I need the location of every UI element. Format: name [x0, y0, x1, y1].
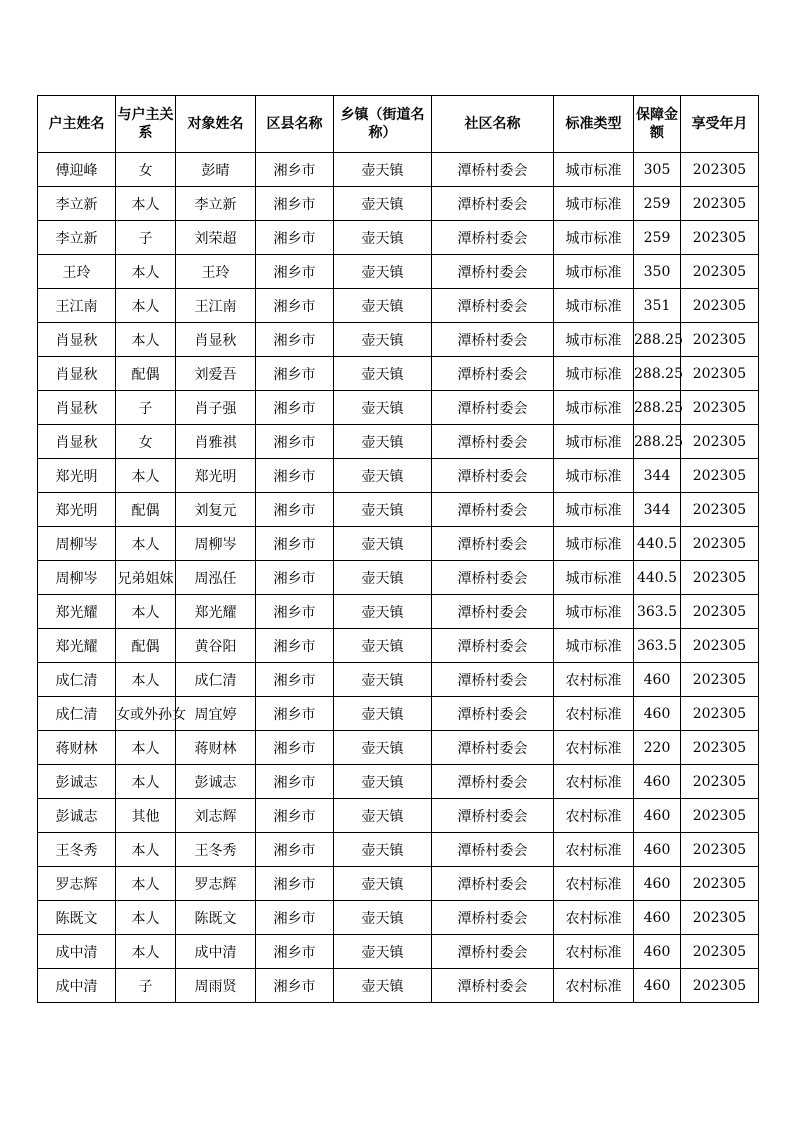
cell-county: 湘乡市 — [256, 425, 334, 459]
cell-standard: 城市标准 — [554, 187, 634, 221]
cell-town: 壶天镇 — [334, 289, 432, 323]
table-row — [38, 221, 759, 255]
cell-householder: 蒋财林 — [38, 731, 116, 765]
table-row — [38, 799, 759, 833]
cell-recipient: 肖显秋 — [176, 323, 256, 357]
col-header-householder: 户主姓名 — [38, 96, 116, 153]
cell-county: 湘乡市 — [256, 323, 334, 357]
cell-community: 潭桥村委会 — [432, 493, 554, 527]
cell-amount: 344 — [634, 493, 681, 527]
cell-relation: 子 — [116, 969, 176, 1003]
cell-standard: 城市标准 — [554, 221, 634, 255]
cell-standard: 城市标准 — [554, 323, 634, 357]
cell-amount: 288.25 — [634, 425, 681, 459]
cell-town: 壶天镇 — [334, 255, 432, 289]
col-header-town: 乡镇（街道名称） — [334, 96, 432, 153]
cell-county: 湘乡市 — [256, 765, 334, 799]
cell-recipient: 周泓任 — [176, 561, 256, 595]
cell-community: 潭桥村委会 — [432, 765, 554, 799]
cell-community: 潭桥村委会 — [432, 663, 554, 697]
cell-relation: 子 — [116, 391, 176, 425]
cell-amount: 460 — [634, 833, 681, 867]
cell-standard: 城市标准 — [554, 425, 634, 459]
cell-month: 202305 — [681, 153, 759, 187]
cell-recipient: 蒋财林 — [176, 731, 256, 765]
cell-householder: 王冬秀 — [38, 833, 116, 867]
cell-month: 202305 — [681, 289, 759, 323]
cell-month: 202305 — [681, 357, 759, 391]
cell-community: 潭桥村委会 — [432, 357, 554, 391]
cell-month: 202305 — [681, 765, 759, 799]
cell-town: 壶天镇 — [334, 153, 432, 187]
cell-amount: 460 — [634, 935, 681, 969]
cell-householder: 李立新 — [38, 187, 116, 221]
cell-relation: 配偶 — [116, 629, 176, 663]
table-row — [38, 153, 759, 187]
cell-town: 壶天镇 — [334, 323, 432, 357]
cell-recipient: 郑光耀 — [176, 595, 256, 629]
cell-county: 湘乡市 — [256, 969, 334, 1003]
cell-month: 202305 — [681, 595, 759, 629]
cell-householder: 彭诚志 — [38, 799, 116, 833]
cell-town: 壶天镇 — [334, 799, 432, 833]
cell-community: 潭桥村委会 — [432, 867, 554, 901]
cell-amount: 350 — [634, 255, 681, 289]
cell-recipient: 周雨贤 — [176, 969, 256, 1003]
cell-relation: 本人 — [116, 731, 176, 765]
cell-amount: 440.5 — [634, 561, 681, 595]
cell-county: 湘乡市 — [256, 153, 334, 187]
col-header-amount: 保障金额 — [634, 96, 681, 153]
cell-relation: 女 — [116, 425, 176, 459]
cell-standard: 城市标准 — [554, 391, 634, 425]
cell-town: 壶天镇 — [334, 663, 432, 697]
cell-community: 潭桥村委会 — [432, 255, 554, 289]
cell-recipient: 彭晴 — [176, 153, 256, 187]
cell-householder: 彭诚志 — [38, 765, 116, 799]
cell-standard: 城市标准 — [554, 459, 634, 493]
assistance-table — [37, 95, 759, 1003]
cell-community: 潭桥村委会 — [432, 935, 554, 969]
cell-community: 潭桥村委会 — [432, 459, 554, 493]
cell-recipient: 肖雅祺 — [176, 425, 256, 459]
cell-householder: 周柳岑 — [38, 561, 116, 595]
cell-householder: 傅迎峰 — [38, 153, 116, 187]
table-row — [38, 901, 759, 935]
cell-amount: 460 — [634, 697, 681, 731]
cell-community: 潭桥村委会 — [432, 697, 554, 731]
cell-householder: 肖显秋 — [38, 357, 116, 391]
cell-amount: 259 — [634, 187, 681, 221]
cell-relation: 本人 — [116, 663, 176, 697]
table-row — [38, 425, 759, 459]
cell-recipient: 彭诚志 — [176, 765, 256, 799]
table-row — [38, 867, 759, 901]
cell-town: 壶天镇 — [334, 459, 432, 493]
cell-householder: 肖显秋 — [38, 425, 116, 459]
cell-month: 202305 — [681, 527, 759, 561]
cell-standard: 农村标准 — [554, 697, 634, 731]
cell-community: 潭桥村委会 — [432, 901, 554, 935]
cell-standard: 农村标准 — [554, 833, 634, 867]
cell-recipient: 王冬秀 — [176, 833, 256, 867]
cell-standard: 农村标准 — [554, 969, 634, 1003]
col-header-recipient: 对象姓名 — [176, 96, 256, 153]
cell-householder: 肖显秋 — [38, 323, 116, 357]
cell-householder: 郑光耀 — [38, 595, 116, 629]
cell-standard: 城市标准 — [554, 493, 634, 527]
table-row — [38, 493, 759, 527]
cell-community: 潭桥村委会 — [432, 289, 554, 323]
cell-relation: 本人 — [116, 527, 176, 561]
cell-month: 202305 — [681, 221, 759, 255]
cell-community: 潭桥村委会 — [432, 187, 554, 221]
cell-householder: 李立新 — [38, 221, 116, 255]
cell-recipient: 王玲 — [176, 255, 256, 289]
cell-standard: 农村标准 — [554, 867, 634, 901]
cell-standard: 城市标准 — [554, 357, 634, 391]
cell-amount: 288.25 — [634, 323, 681, 357]
cell-householder: 周柳岑 — [38, 527, 116, 561]
cell-amount: 363.5 — [634, 629, 681, 663]
cell-community: 潭桥村委会 — [432, 153, 554, 187]
cell-recipient: 罗志辉 — [176, 867, 256, 901]
cell-county: 湘乡市 — [256, 663, 334, 697]
cell-relation: 其他 — [116, 799, 176, 833]
table-row — [38, 187, 759, 221]
cell-householder: 陈既文 — [38, 901, 116, 935]
cell-month: 202305 — [681, 391, 759, 425]
cell-community: 潭桥村委会 — [432, 799, 554, 833]
table-row — [38, 833, 759, 867]
cell-town: 壶天镇 — [334, 765, 432, 799]
table-row — [38, 289, 759, 323]
cell-amount: 460 — [634, 901, 681, 935]
cell-householder: 成仁清 — [38, 663, 116, 697]
cell-amount: 220 — [634, 731, 681, 765]
cell-recipient: 肖子强 — [176, 391, 256, 425]
cell-relation: 子 — [116, 221, 176, 255]
cell-county: 湘乡市 — [256, 527, 334, 561]
cell-county: 湘乡市 — [256, 935, 334, 969]
cell-standard: 农村标准 — [554, 799, 634, 833]
cell-month: 202305 — [681, 323, 759, 357]
col-header-relation: 与户主关系 — [116, 96, 176, 153]
table-body — [38, 153, 759, 1003]
cell-county: 湘乡市 — [256, 731, 334, 765]
cell-householder: 王江南 — [38, 289, 116, 323]
cell-month: 202305 — [681, 731, 759, 765]
cell-county: 湘乡市 — [256, 255, 334, 289]
table-row — [38, 459, 759, 493]
cell-relation: 本人 — [116, 187, 176, 221]
cell-relation: 配偶 — [116, 493, 176, 527]
cell-amount: 460 — [634, 867, 681, 901]
cell-householder: 郑光明 — [38, 493, 116, 527]
cell-standard: 城市标准 — [554, 527, 634, 561]
cell-recipient: 刘志辉 — [176, 799, 256, 833]
cell-relation: 本人 — [116, 459, 176, 493]
table-row — [38, 357, 759, 391]
cell-month: 202305 — [681, 697, 759, 731]
cell-recipient: 刘爱吾 — [176, 357, 256, 391]
cell-month: 202305 — [681, 629, 759, 663]
col-header-community: 社区名称 — [432, 96, 554, 153]
cell-amount: 440.5 — [634, 527, 681, 561]
cell-recipient: 郑光明 — [176, 459, 256, 493]
cell-county: 湘乡市 — [256, 289, 334, 323]
cell-amount: 351 — [634, 289, 681, 323]
cell-town: 壶天镇 — [334, 935, 432, 969]
cell-householder: 王玲 — [38, 255, 116, 289]
cell-relation: 本人 — [116, 255, 176, 289]
cell-amount: 460 — [634, 663, 681, 697]
cell-county: 湘乡市 — [256, 629, 334, 663]
cell-county: 湘乡市 — [256, 357, 334, 391]
cell-month: 202305 — [681, 901, 759, 935]
cell-month: 202305 — [681, 255, 759, 289]
cell-town: 壶天镇 — [334, 697, 432, 731]
table-row — [38, 935, 759, 969]
cell-month: 202305 — [681, 561, 759, 595]
cell-county: 湘乡市 — [256, 561, 334, 595]
cell-amount: 305 — [634, 153, 681, 187]
cell-standard: 城市标准 — [554, 595, 634, 629]
table-row — [38, 391, 759, 425]
cell-amount: 363.5 — [634, 595, 681, 629]
cell-county: 湘乡市 — [256, 459, 334, 493]
cell-amount: 460 — [634, 799, 681, 833]
cell-month: 202305 — [681, 187, 759, 221]
cell-standard: 城市标准 — [554, 289, 634, 323]
cell-recipient: 成仁清 — [176, 663, 256, 697]
cell-relation: 女 — [116, 153, 176, 187]
cell-amount: 460 — [634, 765, 681, 799]
cell-recipient: 黄谷阳 — [176, 629, 256, 663]
table-row — [38, 969, 759, 1003]
cell-town: 壶天镇 — [334, 561, 432, 595]
table-row — [38, 527, 759, 561]
cell-county: 湘乡市 — [256, 391, 334, 425]
cell-amount: 344 — [634, 459, 681, 493]
cell-county: 湘乡市 — [256, 901, 334, 935]
cell-community: 潭桥村委会 — [432, 731, 554, 765]
cell-relation: 本人 — [116, 867, 176, 901]
cell-recipient: 刘荣超 — [176, 221, 256, 255]
col-header-standard: 标准类型 — [554, 96, 634, 153]
cell-town: 壶天镇 — [334, 187, 432, 221]
cell-town: 壶天镇 — [334, 493, 432, 527]
cell-relation: 本人 — [116, 833, 176, 867]
cell-amount: 259 — [634, 221, 681, 255]
cell-amount: 460 — [634, 969, 681, 1003]
cell-relation: 本人 — [116, 595, 176, 629]
cell-householder: 郑光耀 — [38, 629, 116, 663]
cell-town: 壶天镇 — [334, 425, 432, 459]
cell-town: 壶天镇 — [334, 221, 432, 255]
cell-householder: 成仁清 — [38, 697, 116, 731]
cell-month: 202305 — [681, 799, 759, 833]
cell-community: 潭桥村委会 — [432, 595, 554, 629]
table-row — [38, 629, 759, 663]
cell-standard: 城市标准 — [554, 255, 634, 289]
cell-community: 潭桥村委会 — [432, 323, 554, 357]
cell-relation: 本人 — [116, 289, 176, 323]
cell-county: 湘乡市 — [256, 697, 334, 731]
cell-county: 湘乡市 — [256, 867, 334, 901]
cell-standard: 农村标准 — [554, 901, 634, 935]
cell-month: 202305 — [681, 867, 759, 901]
cell-month: 202305 — [681, 969, 759, 1003]
cell-community: 潭桥村委会 — [432, 833, 554, 867]
cell-county: 湘乡市 — [256, 187, 334, 221]
cell-relation: 本人 — [116, 323, 176, 357]
cell-month: 202305 — [681, 459, 759, 493]
cell-relation: 女或外孙女 — [116, 697, 176, 731]
cell-community: 潭桥村委会 — [432, 969, 554, 1003]
cell-householder: 成中清 — [38, 969, 116, 1003]
col-header-county: 区县名称 — [256, 96, 334, 153]
cell-recipient: 刘复元 — [176, 493, 256, 527]
cell-recipient: 陈既文 — [176, 901, 256, 935]
cell-standard: 城市标准 — [554, 561, 634, 595]
cell-recipient: 周柳岑 — [176, 527, 256, 561]
table-row — [38, 663, 759, 697]
cell-town: 壶天镇 — [334, 527, 432, 561]
cell-standard: 农村标准 — [554, 935, 634, 969]
table-row — [38, 595, 759, 629]
cell-relation: 配偶 — [116, 357, 176, 391]
cell-month: 202305 — [681, 493, 759, 527]
cell-town: 壶天镇 — [334, 833, 432, 867]
cell-community: 潭桥村委会 — [432, 561, 554, 595]
cell-month: 202305 — [681, 935, 759, 969]
cell-county: 湘乡市 — [256, 595, 334, 629]
cell-town: 壶天镇 — [334, 731, 432, 765]
cell-householder: 成中清 — [38, 935, 116, 969]
cell-relation: 本人 — [116, 935, 176, 969]
cell-recipient: 李立新 — [176, 187, 256, 221]
cell-standard: 农村标准 — [554, 731, 634, 765]
cell-town: 壶天镇 — [334, 629, 432, 663]
cell-town: 壶天镇 — [334, 867, 432, 901]
cell-amount: 288.25 — [634, 391, 681, 425]
cell-town: 壶天镇 — [334, 595, 432, 629]
cell-recipient: 王江南 — [176, 289, 256, 323]
cell-relation: 兄弟姐妹 — [116, 561, 176, 595]
cell-standard: 城市标准 — [554, 153, 634, 187]
cell-county: 湘乡市 — [256, 833, 334, 867]
table-row — [38, 561, 759, 595]
cell-recipient: 成中清 — [176, 935, 256, 969]
cell-community: 潭桥村委会 — [432, 425, 554, 459]
cell-town: 壶天镇 — [334, 357, 432, 391]
cell-community: 潭桥村委会 — [432, 629, 554, 663]
cell-county: 湘乡市 — [256, 221, 334, 255]
cell-month: 202305 — [681, 663, 759, 697]
cell-town: 壶天镇 — [334, 969, 432, 1003]
cell-standard: 城市标准 — [554, 629, 634, 663]
col-header-month: 享受年月 — [681, 96, 759, 153]
table-row — [38, 731, 759, 765]
table-row — [38, 255, 759, 289]
cell-householder: 罗志辉 — [38, 867, 116, 901]
header-row — [38, 96, 759, 153]
cell-community: 潭桥村委会 — [432, 527, 554, 561]
table-row — [38, 323, 759, 357]
cell-standard: 农村标准 — [554, 663, 634, 697]
cell-relation: 本人 — [116, 765, 176, 799]
cell-householder: 郑光明 — [38, 459, 116, 493]
cell-town: 壶天镇 — [334, 901, 432, 935]
cell-community: 潭桥村委会 — [432, 391, 554, 425]
cell-recipient: 周宜婷 — [176, 697, 256, 731]
cell-county: 湘乡市 — [256, 799, 334, 833]
cell-county: 湘乡市 — [256, 493, 334, 527]
cell-month: 202305 — [681, 425, 759, 459]
table-row — [38, 765, 759, 799]
cell-amount: 288.25 — [634, 357, 681, 391]
cell-standard: 农村标准 — [554, 765, 634, 799]
cell-householder: 肖显秋 — [38, 391, 116, 425]
cell-town: 壶天镇 — [334, 391, 432, 425]
cell-relation: 本人 — [116, 901, 176, 935]
cell-month: 202305 — [681, 833, 759, 867]
table-row — [38, 697, 759, 731]
cell-community: 潭桥村委会 — [432, 221, 554, 255]
